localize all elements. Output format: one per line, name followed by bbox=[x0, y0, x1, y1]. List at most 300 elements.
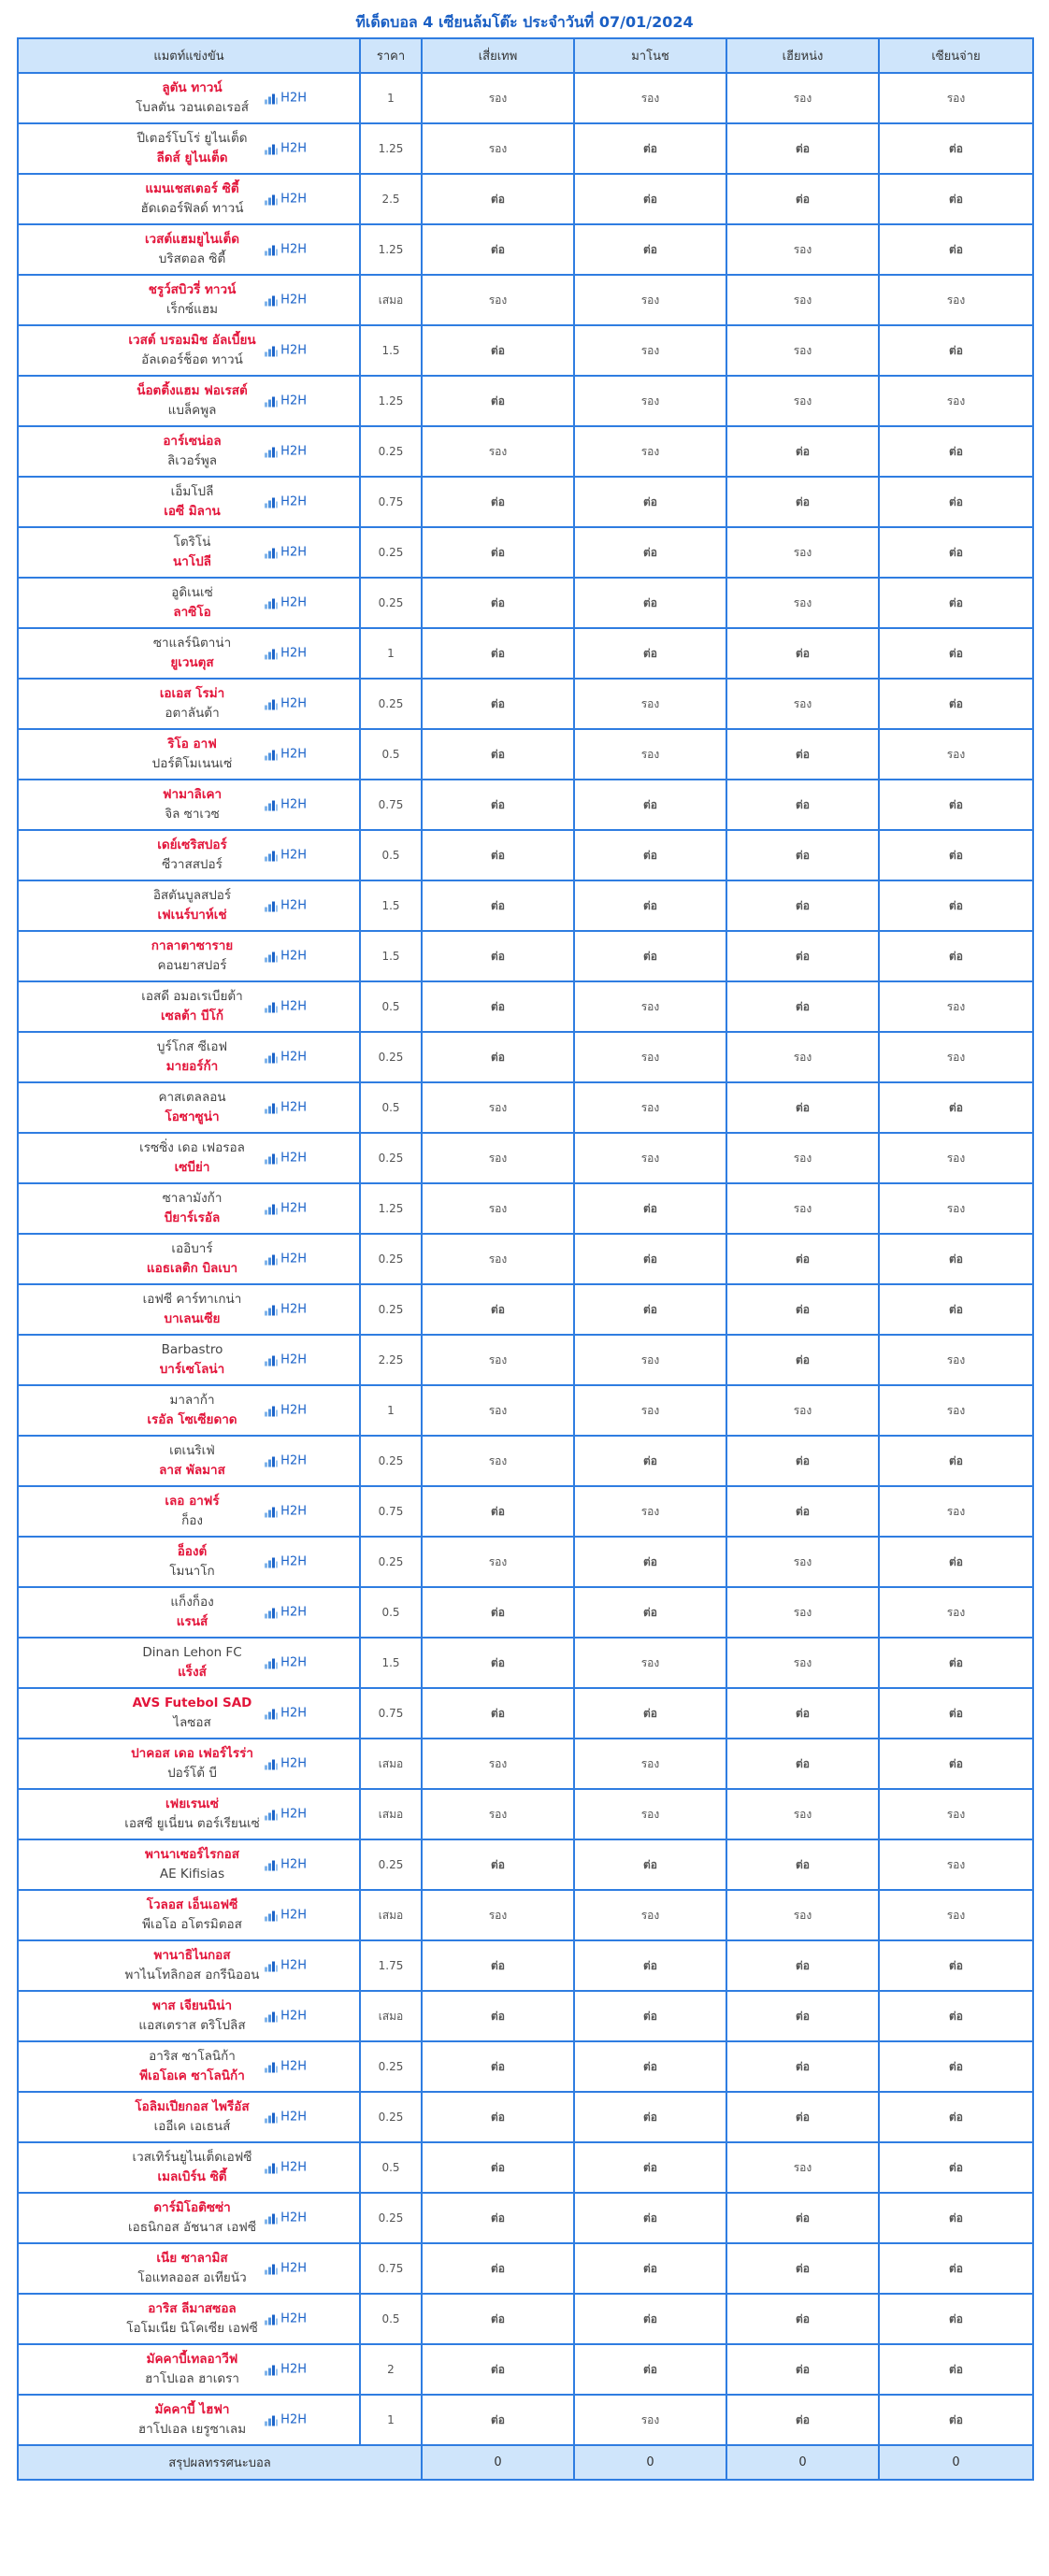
tipster-1-pick: รอง bbox=[422, 1183, 574, 1234]
table-row bbox=[18, 578, 1033, 628]
price-cell: 0.5 bbox=[360, 2294, 422, 2344]
match-teams bbox=[19, 1694, 359, 1733]
h2h-link[interactable] bbox=[265, 243, 307, 257]
tipster-4-pick: รอง bbox=[879, 1839, 1033, 1890]
tipster-4-pick: รอง bbox=[879, 729, 1033, 780]
tipster-3-pick: รอง bbox=[726, 578, 879, 628]
match-teams bbox=[19, 2047, 359, 2086]
table-row bbox=[18, 527, 1033, 578]
h2h-label: H2H bbox=[280, 2009, 307, 2024]
h2h-link[interactable] bbox=[265, 1959, 307, 1973]
tipster-3-pick: รอง bbox=[726, 1537, 879, 1587]
match-cell bbox=[18, 830, 360, 880]
home-team: ปาคอส เดอ เฟอร์ไรร่า bbox=[131, 1746, 253, 1761]
bar-chart-icon bbox=[265, 1910, 278, 1921]
h2h-label: H2H bbox=[280, 1807, 307, 1822]
summary-score-2: 0 bbox=[574, 2445, 726, 2480]
bar-chart-icon bbox=[265, 244, 278, 255]
tipster-4-pick: ต่อ bbox=[879, 628, 1033, 679]
tipster-4-pick: ต่อ bbox=[879, 1638, 1033, 1688]
match-cell bbox=[18, 2395, 360, 2445]
h2h-label: H2H bbox=[280, 595, 307, 610]
tipster-3-pick: ต่อ bbox=[726, 1486, 879, 1537]
away-team: ปอร์โต้ บี bbox=[167, 1766, 217, 1781]
home-team: เตเนริเฟ่ bbox=[169, 1443, 215, 1458]
h2h-label: H2H bbox=[280, 1504, 307, 1519]
table-row bbox=[18, 174, 1033, 224]
away-team: โอซาซูน่า bbox=[165, 1109, 220, 1124]
h2h-link[interactable] bbox=[265, 293, 307, 308]
tipster-1-pick: รอง bbox=[422, 275, 574, 325]
home-team: เวสต์ บรอมมิช อัลเบี้ยน bbox=[128, 333, 256, 348]
away-team: บาร์เซโลน่า bbox=[159, 1362, 225, 1377]
match-cell bbox=[18, 1133, 360, 1183]
h2h-link[interactable] bbox=[265, 899, 307, 913]
home-team: เดย์เซริสปอร์ bbox=[157, 837, 227, 852]
home-team: คาสเตลลอน bbox=[158, 1090, 226, 1105]
tips-table bbox=[17, 37, 1034, 2481]
bar-chart-icon bbox=[265, 496, 278, 508]
tipster-1-pick: ต่อ bbox=[422, 224, 574, 275]
tipster-1-pick: รอง bbox=[422, 1082, 574, 1133]
table-row bbox=[18, 1082, 1033, 1133]
tipster-2-pick: ต่อ bbox=[574, 2193, 726, 2243]
price-cell: 0.25 bbox=[360, 1839, 422, 1890]
tipster-4-pick: ต่อ bbox=[879, 2041, 1033, 2092]
tipster-1-pick: รอง bbox=[422, 1385, 574, 1436]
match-teams bbox=[19, 1492, 359, 1531]
away-team: อัลเดอร์ช็อต ทาวน์ bbox=[141, 352, 243, 367]
bar-chart-icon bbox=[265, 1859, 278, 1870]
h2h-link[interactable] bbox=[265, 2111, 307, 2125]
h2h-link[interactable] bbox=[265, 798, 307, 812]
tipster-3-pick: ต่อ bbox=[726, 880, 879, 931]
h2h-link[interactable] bbox=[265, 1051, 307, 1065]
tipster-3-pick: รอง bbox=[726, 1890, 879, 1940]
tipster-1-pick: ต่อ bbox=[422, 325, 574, 376]
tipster-1-pick: ต่อ bbox=[422, 1688, 574, 1739]
price-cell: 2.25 bbox=[360, 1335, 422, 1385]
match-teams bbox=[19, 1643, 359, 1682]
h2h-link[interactable] bbox=[265, 697, 307, 711]
away-team: ไลซอส bbox=[173, 1715, 211, 1730]
h2h-link[interactable] bbox=[265, 950, 307, 964]
bar-chart-icon bbox=[265, 446, 278, 457]
price-cell: 1 bbox=[360, 73, 422, 123]
bar-chart-icon bbox=[265, 93, 278, 104]
bar-chart-icon bbox=[265, 1657, 278, 1668]
away-team: แร็งส์ bbox=[178, 1665, 207, 1680]
price-cell: 0.25 bbox=[360, 679, 422, 729]
match-cell bbox=[18, 1486, 360, 1537]
price-cell: 0.5 bbox=[360, 2142, 422, 2193]
tipster-2-pick: ต่อ bbox=[574, 780, 726, 830]
h2h-link[interactable] bbox=[265, 1606, 307, 1620]
tipster-3-pick: ต่อ bbox=[726, 123, 879, 174]
tipster-2-pick: รอง bbox=[574, 73, 726, 123]
h2h-link[interactable] bbox=[265, 1000, 307, 1014]
tipster-1-pick: ต่อ bbox=[422, 2294, 574, 2344]
away-team: เมลเบิร์น ซิตี้ bbox=[157, 2169, 227, 2184]
away-team: เซบีย่า bbox=[174, 1160, 210, 1175]
tipster-4-pick: ต่อ bbox=[879, 1991, 1033, 2041]
match-teams bbox=[19, 785, 359, 824]
tipster-1-pick: ต่อ bbox=[422, 2041, 574, 2092]
home-team: ฟามาลิเคา bbox=[162, 787, 223, 802]
tipster-2-pick: รอง bbox=[574, 1739, 726, 1789]
home-team: แก็งก็อง bbox=[170, 1595, 214, 1610]
h2h-link[interactable] bbox=[265, 596, 307, 610]
price-cell: 1 bbox=[360, 1385, 422, 1436]
price-cell: 0.25 bbox=[360, 1436, 422, 1486]
h2h-link[interactable] bbox=[265, 92, 307, 106]
table-row bbox=[18, 224, 1033, 275]
h2h-label: H2H bbox=[280, 2311, 307, 2326]
tipster-1-pick: ต่อ bbox=[422, 2344, 574, 2395]
match-teams bbox=[19, 836, 359, 875]
tipster-2-pick: รอง bbox=[574, 1082, 726, 1133]
tipster-3-pick: ต่อ bbox=[726, 1839, 879, 1890]
tipster-4-pick: ต่อ bbox=[879, 123, 1033, 174]
bar-chart-icon bbox=[265, 1809, 278, 1820]
tipster-4-pick: ต่อ bbox=[879, 477, 1033, 527]
home-team: โวลอส เอ็นเอฟซี bbox=[146, 1897, 238, 1912]
h2h-label: H2H bbox=[280, 1554, 307, 1569]
h2h-link[interactable] bbox=[265, 1505, 307, 1519]
match-teams bbox=[19, 1138, 359, 1178]
price-cell: 0.75 bbox=[360, 1688, 422, 1739]
match-teams bbox=[19, 1593, 359, 1632]
tipster-1-pick: ต่อ bbox=[422, 2142, 574, 2193]
bar-chart-icon bbox=[265, 1304, 278, 1315]
tipster-1-pick: ต่อ bbox=[422, 174, 574, 224]
tipster-2-pick: ต่อ bbox=[574, 1436, 726, 1486]
away-team: ก็อง bbox=[181, 1513, 203, 1528]
tipster-4-pick: ต่อ bbox=[879, 1082, 1033, 1133]
tipster-2-pick: รอง bbox=[574, 981, 726, 1032]
tipster-1-pick: รอง bbox=[422, 1739, 574, 1789]
away-team: AE Kifisias bbox=[159, 1867, 225, 1882]
price-cell: 1.25 bbox=[360, 376, 422, 426]
tipster-3-pick: ต่อ bbox=[726, 2193, 879, 2243]
tipster-4-pick: รอง bbox=[879, 981, 1033, 1032]
h2h-label: H2H bbox=[280, 293, 307, 308]
h2h-link[interactable] bbox=[265, 2312, 307, 2326]
h2h-link[interactable] bbox=[265, 1454, 307, 1468]
bar-chart-icon bbox=[265, 1102, 278, 1113]
h2h-link[interactable] bbox=[265, 394, 307, 408]
home-team: ซาลามังก้า bbox=[162, 1191, 223, 1206]
match-teams bbox=[19, 1896, 359, 1935]
match-cell bbox=[18, 1991, 360, 2041]
away-team: ลาส พัลมาส bbox=[159, 1463, 225, 1478]
bar-chart-icon bbox=[265, 2061, 278, 2072]
match-cell bbox=[18, 780, 360, 830]
table-row bbox=[18, 1486, 1033, 1537]
match-cell bbox=[18, 729, 360, 780]
away-team: ซีวาสสปอร์ bbox=[162, 857, 223, 872]
h2h-link[interactable] bbox=[265, 849, 307, 863]
tipster-2-pick: ต่อ bbox=[574, 1688, 726, 1739]
match-cell bbox=[18, 931, 360, 981]
tipster-3-pick: ต่อ bbox=[726, 2294, 879, 2344]
match-cell bbox=[18, 527, 360, 578]
table-row bbox=[18, 931, 1033, 981]
h2h-link[interactable] bbox=[265, 1152, 307, 1166]
match-teams bbox=[19, 482, 359, 522]
tipster-2-pick: รอง bbox=[574, 679, 726, 729]
h2h-link[interactable] bbox=[265, 1202, 307, 1216]
tipster-2-pick: ต่อ bbox=[574, 931, 726, 981]
match-teams bbox=[19, 533, 359, 572]
tipster-2-pick: รอง bbox=[574, 376, 726, 426]
away-team: ยูเวนตุส bbox=[170, 655, 214, 670]
match-cell bbox=[18, 477, 360, 527]
bar-chart-icon bbox=[265, 1455, 278, 1467]
bar-chart-icon bbox=[265, 193, 278, 205]
h2h-label: H2H bbox=[280, 2211, 307, 2225]
home-team: Barbastro bbox=[161, 1342, 223, 1357]
h2h-link[interactable] bbox=[265, 1252, 307, 1267]
match-cell bbox=[18, 2344, 360, 2395]
table-body bbox=[18, 73, 1033, 2445]
table-row bbox=[18, 1789, 1033, 1839]
match-teams bbox=[19, 179, 359, 219]
h2h-label: H2H bbox=[280, 797, 307, 812]
h2h-link[interactable] bbox=[265, 2262, 307, 2276]
h2h-link[interactable] bbox=[265, 495, 307, 509]
away-team: บาเลนเซีย bbox=[164, 1311, 221, 1326]
away-team: เร็กซ์แฮม bbox=[165, 302, 219, 317]
h2h-label: H2H bbox=[280, 898, 307, 913]
tipster-2-pick: ต่อ bbox=[574, 2092, 726, 2142]
home-team: เวสเทิร์นยูไนเต็ดเอฟซี bbox=[132, 2150, 252, 2165]
h2h-link[interactable] bbox=[265, 2413, 307, 2427]
h2h-link[interactable] bbox=[265, 546, 307, 560]
h2h-label: H2H bbox=[280, 1352, 307, 1367]
h2h-label: H2H bbox=[280, 1050, 307, 1065]
h2h-link[interactable] bbox=[265, 193, 307, 207]
summary-score-1: 0 bbox=[422, 2445, 574, 2480]
bar-chart-icon bbox=[265, 799, 278, 810]
table-row bbox=[18, 1890, 1033, 1940]
h2h-link[interactable] bbox=[265, 1909, 307, 1923]
tipster-4-pick: ต่อ bbox=[879, 1940, 1033, 1991]
h2h-link[interactable] bbox=[265, 2010, 307, 2024]
tipster-2-pick: รอง bbox=[574, 275, 726, 325]
table-row bbox=[18, 1587, 1033, 1638]
h2h-link[interactable] bbox=[265, 1808, 307, 1822]
price-cell: 0.75 bbox=[360, 780, 422, 830]
summary-score-3: 0 bbox=[726, 2445, 879, 2480]
home-team: เอฟซี คาร์ทาเกน่า bbox=[142, 1292, 242, 1307]
match-cell bbox=[18, 2294, 360, 2344]
h2h-label: H2H bbox=[280, 394, 307, 408]
tipster-4-pick: รอง bbox=[879, 1183, 1033, 1234]
match-teams bbox=[19, 1946, 359, 1985]
bar-chart-icon bbox=[265, 1052, 278, 1063]
home-team: กาลาตาซาราย bbox=[151, 938, 234, 953]
h2h-link[interactable] bbox=[265, 1707, 307, 1721]
price-cell: 0.25 bbox=[360, 2041, 422, 2092]
away-team: ฮาโปเอล ฮาเดรา bbox=[145, 2371, 239, 2386]
tipster-3-pick: รอง bbox=[726, 73, 879, 123]
price-cell: 0.5 bbox=[360, 981, 422, 1032]
tipster-4-pick: ต่อ bbox=[879, 1739, 1033, 1789]
tipster-2-pick: รอง bbox=[574, 1890, 726, 1940]
h2h-link[interactable] bbox=[265, 1353, 307, 1367]
h2h-label: H2H bbox=[280, 343, 307, 358]
tipster-3-pick: ต่อ bbox=[726, 1436, 879, 1486]
h2h-label: H2H bbox=[280, 1302, 307, 1317]
h2h-link[interactable] bbox=[265, 2161, 307, 2175]
price-cell: 0.25 bbox=[360, 426, 422, 477]
h2h-link[interactable] bbox=[265, 2211, 307, 2225]
tipster-1-pick: ต่อ bbox=[422, 2243, 574, 2294]
summary-label: สรุปผลทรรศนะบอล bbox=[18, 2445, 422, 2480]
tipster-1-pick: รอง bbox=[422, 1789, 574, 1839]
price-cell: 1.25 bbox=[360, 123, 422, 174]
h2h-link[interactable] bbox=[265, 1303, 307, 1317]
tipster-3-pick: รอง bbox=[726, 275, 879, 325]
header-tipster-3: เฮียหน่ง bbox=[726, 38, 879, 73]
h2h-link[interactable] bbox=[265, 748, 307, 762]
tipster-2-pick: ต่อ bbox=[574, 2344, 726, 2395]
table-row bbox=[18, 1991, 1033, 2041]
table-row bbox=[18, 73, 1033, 123]
tipster-4-pick: ต่อ bbox=[879, 527, 1033, 578]
match-teams bbox=[19, 937, 359, 976]
tipster-4-pick: ต่อ bbox=[879, 830, 1033, 880]
home-team: เลอ อาฟร์ bbox=[165, 1494, 220, 1509]
tipster-1-pick: ต่อ bbox=[422, 1284, 574, 1335]
bar-chart-icon bbox=[265, 2414, 278, 2426]
match-cell bbox=[18, 2092, 360, 2142]
table-row bbox=[18, 2041, 1033, 2092]
header-tipster-4: เซียนจ่าย bbox=[879, 38, 1033, 73]
tipster-3-pick: รอง bbox=[726, 1183, 879, 1234]
tipster-1-pick: ต่อ bbox=[422, 477, 574, 527]
price-cell: 1.5 bbox=[360, 1638, 422, 1688]
match-cell bbox=[18, 981, 360, 1032]
h2h-link[interactable] bbox=[265, 445, 307, 459]
h2h-link[interactable] bbox=[265, 1656, 307, 1670]
table-row bbox=[18, 2092, 1033, 2142]
tipster-1-pick: รอง bbox=[422, 426, 574, 477]
tipster-2-pick: รอง bbox=[574, 2395, 726, 2445]
tipster-2-pick: ต่อ bbox=[574, 477, 726, 527]
price-cell: 1.5 bbox=[360, 325, 422, 376]
tipster-1-pick: ต่อ bbox=[422, 2193, 574, 2243]
tipster-1-pick: ต่อ bbox=[422, 376, 574, 426]
tipster-4-pick: ต่อ bbox=[879, 426, 1033, 477]
h2h-link[interactable] bbox=[265, 1101, 307, 1115]
home-team: โอลิมเปียกอส ไพรีอัส bbox=[135, 2099, 250, 2114]
tipster-4-pick: ต่อ bbox=[879, 578, 1033, 628]
match-teams bbox=[19, 280, 359, 320]
price-cell: 0.75 bbox=[360, 1486, 422, 1537]
tipster-3-pick: ต่อ bbox=[726, 628, 879, 679]
price-cell: 0.5 bbox=[360, 830, 422, 880]
tipster-1-pick: ต่อ bbox=[422, 578, 574, 628]
bar-chart-icon bbox=[265, 1001, 278, 1012]
h2h-link[interactable] bbox=[265, 1858, 307, 1872]
price-cell: เสมอ bbox=[360, 1739, 422, 1789]
match-teams bbox=[19, 79, 359, 118]
h2h-link[interactable] bbox=[265, 142, 307, 156]
tipster-2-pick: ต่อ bbox=[574, 2294, 726, 2344]
tipster-2-pick: รอง bbox=[574, 1486, 726, 1537]
home-team: อ็องต์ bbox=[177, 1544, 208, 1559]
tipster-4-pick: รอง bbox=[879, 1385, 1033, 1436]
match-cell bbox=[18, 880, 360, 931]
table-header-row bbox=[18, 38, 1033, 73]
tipster-4-pick: ต่อ bbox=[879, 1234, 1033, 1284]
match-teams bbox=[19, 886, 359, 925]
home-team: มัคคาบี้ ไฮฟา bbox=[154, 2402, 230, 2417]
tipster-2-pick: ต่อ bbox=[574, 1940, 726, 1991]
price-cell: 1.25 bbox=[360, 1183, 422, 1234]
match-teams bbox=[19, 583, 359, 623]
away-team: โมนาโก bbox=[169, 1564, 215, 1579]
match-teams bbox=[19, 684, 359, 723]
home-team: เรซซิ่ง เดอ เฟอรอล bbox=[139, 1140, 245, 1155]
tipster-4-pick: รอง bbox=[879, 1032, 1033, 1082]
away-team: ลิเวอร์พูล bbox=[167, 453, 217, 468]
h2h-link[interactable] bbox=[265, 1404, 307, 1418]
tipster-1-pick: รอง bbox=[422, 1436, 574, 1486]
h2h-link[interactable] bbox=[265, 2363, 307, 2377]
bar-chart-icon bbox=[265, 1708, 278, 1719]
bar-chart-icon bbox=[265, 1253, 278, 1265]
table-row bbox=[18, 2193, 1033, 2243]
match-cell bbox=[18, 1890, 360, 1940]
away-team: แอสเตราส ตริโปลิส bbox=[138, 2018, 246, 2033]
match-teams bbox=[19, 2249, 359, 2288]
match-teams bbox=[19, 735, 359, 774]
tipster-3-pick: รอง bbox=[726, 1032, 879, 1082]
home-team: ดาร์มิโอติซซ่า bbox=[153, 2200, 231, 2215]
h2h-label: H2H bbox=[280, 1605, 307, 1620]
h2h-link[interactable] bbox=[265, 344, 307, 358]
h2h-link[interactable] bbox=[265, 1555, 307, 1569]
tipster-2-pick: รอง bbox=[574, 426, 726, 477]
h2h-link[interactable] bbox=[265, 2060, 307, 2074]
tipster-4-pick: ต่อ bbox=[879, 2395, 1033, 2445]
tipster-4-pick: รอง bbox=[879, 275, 1033, 325]
summary-score-4: 0 bbox=[879, 2445, 1033, 2480]
h2h-label: H2H bbox=[280, 949, 307, 964]
price-cell: เสมอ bbox=[360, 1991, 422, 2041]
header-match: แมตท์แข่งขัน bbox=[18, 38, 360, 73]
home-team: โตริโน่ bbox=[173, 535, 211, 550]
h2h-label: H2H bbox=[280, 1908, 307, 1923]
h2h-link[interactable] bbox=[265, 647, 307, 661]
price-cell: 1.5 bbox=[360, 931, 422, 981]
tipster-3-pick: รอง bbox=[726, 376, 879, 426]
tipster-3-pick: ต่อ bbox=[726, 780, 879, 830]
bar-chart-icon bbox=[265, 1758, 278, 1769]
home-team: มัคคาบี้เทลอาวีฟ bbox=[146, 2352, 238, 2367]
bar-chart-icon bbox=[265, 1607, 278, 1618]
h2h-label: H2H bbox=[280, 2261, 307, 2276]
tipster-1-pick: รอง bbox=[422, 123, 574, 174]
tipster-2-pick: ต่อ bbox=[574, 1537, 726, 1587]
tipster-1-pick: ต่อ bbox=[422, 1991, 574, 2041]
match-teams bbox=[19, 1038, 359, 1077]
away-team: ฮัดเดอร์ฟิลด์ ทาวน์ bbox=[140, 201, 244, 216]
h2h-link[interactable] bbox=[265, 1757, 307, 1771]
